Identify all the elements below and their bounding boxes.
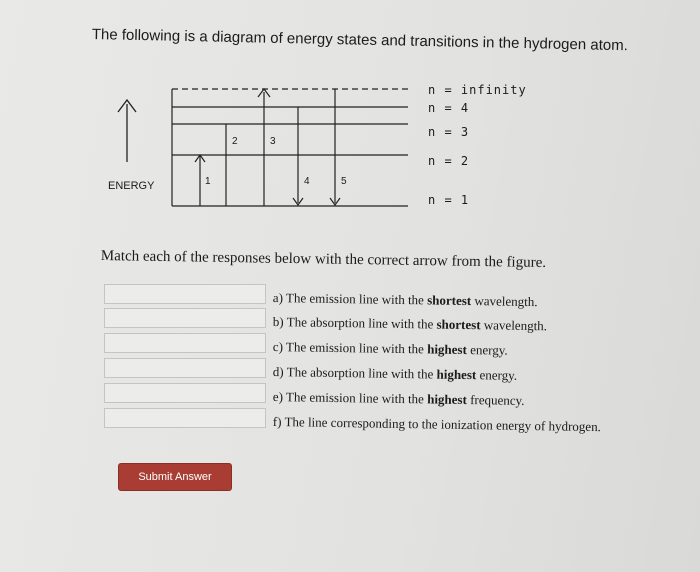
answer-box-f[interactable] [104, 408, 266, 428]
arrow-number-5: 5 [341, 176, 347, 187]
question-d-suffix: energy. [476, 367, 518, 383]
question-c-emph: highest [427, 341, 468, 358]
question-b-suffix: wavelength. [480, 317, 548, 334]
question-a-suffix: wavelength. [471, 293, 538, 310]
energy-axis-label: ENERGY [108, 180, 155, 192]
question-e [273, 389, 525, 409]
question-e-emph: highest [427, 391, 468, 408]
intro-text: The following is a diagram of energy states and transitions in the hydrogen atom. [91, 26, 629, 55]
question-c-suffix: energy. [466, 342, 508, 358]
question-c-prefix: c) The emission line with the [272, 339, 428, 357]
question-b-prefix: b) The absorption line with the [272, 314, 437, 332]
question-d-prefix: d) The absorption line with the [272, 364, 437, 382]
answer-box-b[interactable] [104, 308, 266, 328]
level-label-4: n = 4 [428, 101, 470, 115]
question-f [273, 414, 601, 435]
answer-box-c[interactable] [104, 333, 266, 353]
question-b-emph: shortest [436, 316, 481, 333]
level-label-infinity: n = infinity [428, 83, 527, 97]
question-e-suffix: frequency. [466, 392, 525, 408]
answer-box-a[interactable] [104, 284, 266, 304]
question-b [273, 314, 547, 334]
level-label-2: n = 2 [428, 154, 470, 168]
question-d [273, 364, 517, 384]
arrow-number-1: 1 [205, 176, 211, 187]
arrow-number-4: 4 [304, 176, 310, 187]
instruction-text: Match each of the responses below with the correct arrow from the figure. [100, 248, 547, 271]
question-e-prefix: e) The emission line with the [272, 389, 428, 407]
question-a [273, 290, 538, 310]
submit-answer-button[interactable]: Submit Answer [118, 463, 232, 491]
answer-box-d[interactable] [104, 358, 266, 378]
arrow-number-2: 2 [232, 136, 238, 147]
level-label-3: n = 3 [428, 125, 470, 139]
question-a-prefix: a) The emission line with the [272, 290, 428, 308]
answer-box-e[interactable] [104, 383, 266, 403]
question-f-prefix: f) The line corresponding to the ionization energy of hydrogen. [272, 414, 602, 435]
question-d-emph: highest [436, 366, 477, 383]
arrow-number-3: 3 [270, 136, 276, 147]
question-c [273, 339, 508, 359]
energy-diagram [0, 0, 700, 240]
level-label-1: n = 1 [428, 193, 470, 207]
question-a-emph: shortest [427, 292, 472, 309]
